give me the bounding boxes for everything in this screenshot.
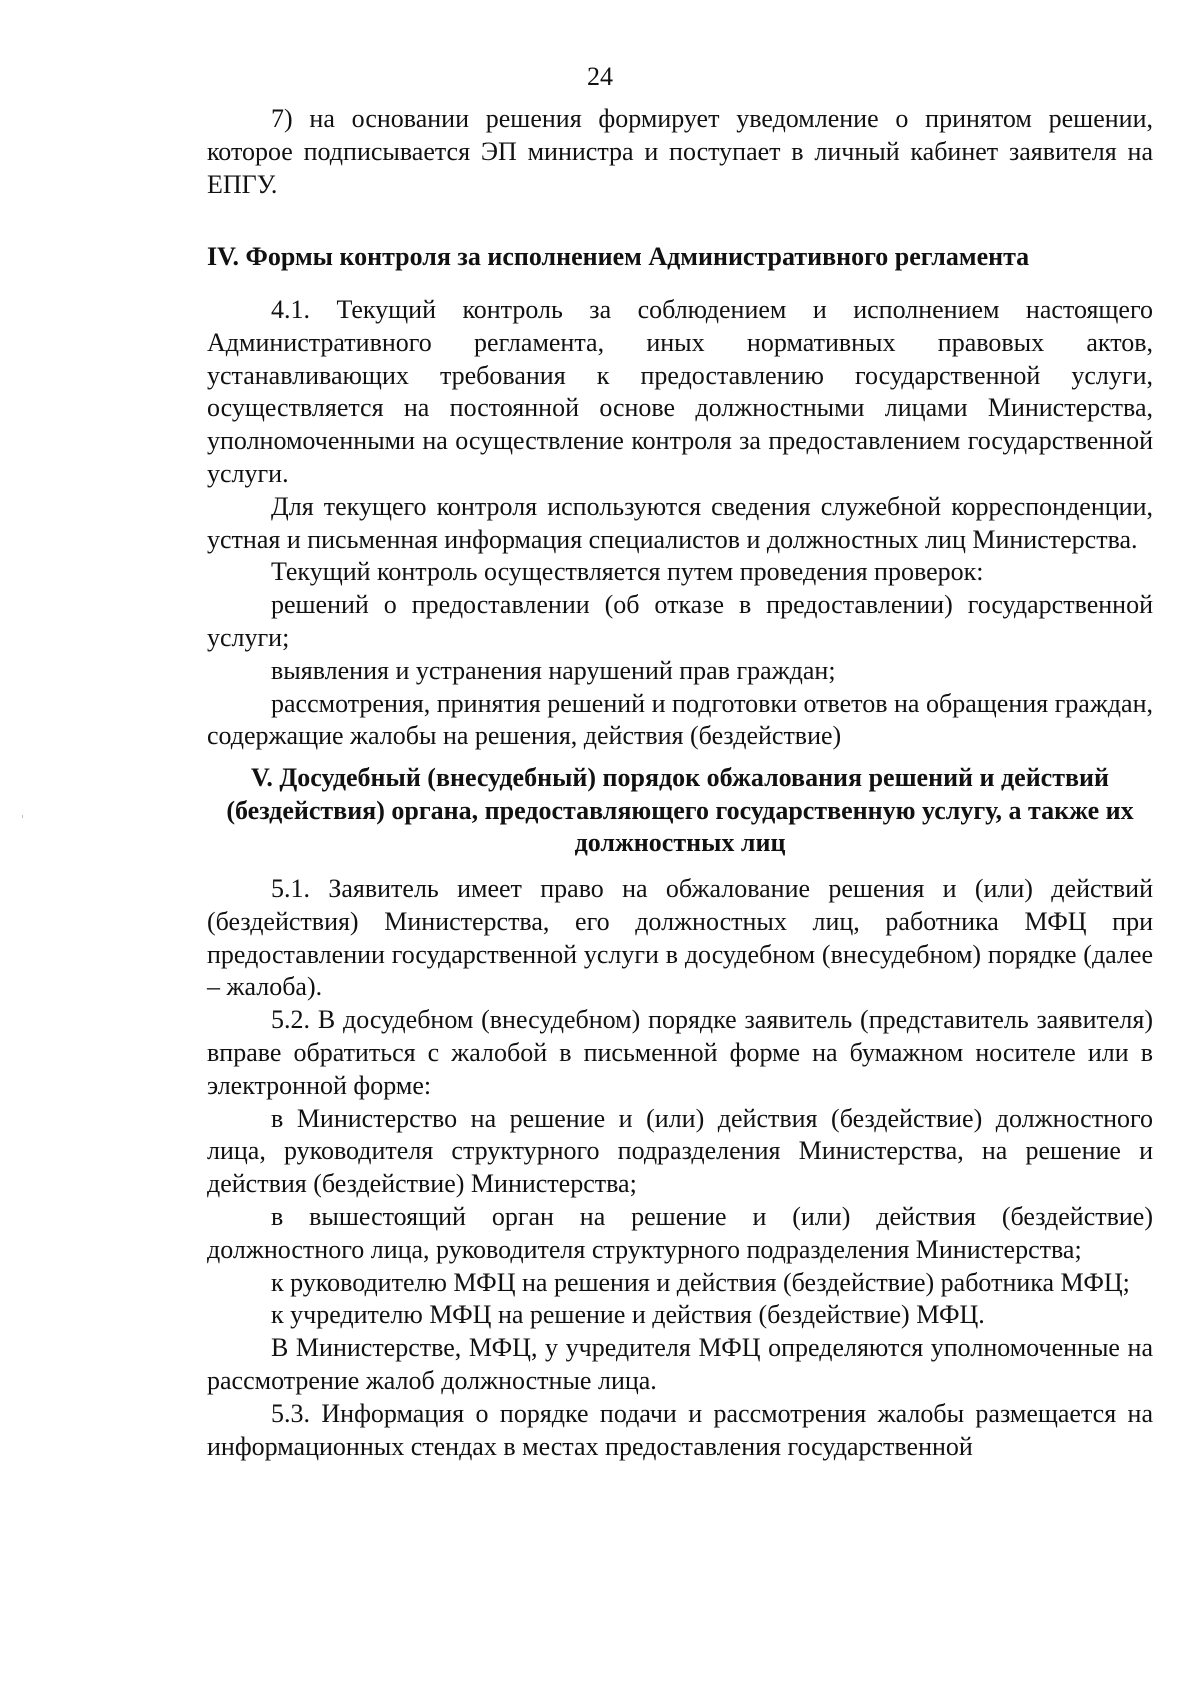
paragraph-higher-body-appeal: в вышестоящий орган на решение и (или) действия (бездействие) должностного лица, руководителя структурного подразделения Министерства;	[207, 1201, 1153, 1264]
paragraph-5-3: 5.3. Информация о порядке подачи и рассмотрения жалобы размещается на информационных стендах в местах предоставления государственной	[207, 1398, 1153, 1461]
paragraph-ministry-appeal: в Министерство на решение и (или) действия (бездействие) должностного лица, руководителя структурного подразделения Министерства, на решение и действия (бездействие) Министерства;	[207, 1103, 1153, 1199]
paragraph-check-appeals: рассмотрения, принятия решений и подготовки ответов на обращения граждан, содержащие жалобы на решения, действия (бездействие)	[207, 688, 1153, 751]
section-v-title: V. Досудебный (внесудебный) порядок обжалования решений и действий (бездействия) органа, предоставляющего государственную услугу, а также их должностных лиц	[226, 763, 1134, 857]
section-iv-heading	[207, 242, 1153, 272]
paragraph-5-2: 5.2. В досудебном (внесудебном) порядке заявитель (представитель заявителя) вправе обратиться с жалобой в письменной форме на бумажном носителе или в электронной форме:	[207, 1005, 1153, 1100]
intro-paragraph: 7) на основании решения формирует уведомление о принятом решении, которое подписывается ЭП министра и поступает в личный кабинет заявителя на ЕПГУ.	[207, 104, 1153, 199]
paragraph-check-violations: выявления и устранения нарушений прав граждан;	[271, 655, 836, 685]
paragraph-control-sources: Для текущего контроля используются сведения служебной корреспонденции, устная и письменная информация специалистов и должностных лиц Министерства.	[207, 491, 1153, 554]
page-number: 24	[587, 62, 613, 91]
intro-block	[207, 103, 1153, 201]
paragraph-checks-intro: Текущий контроль осуществляется путем проведения проверок:	[271, 557, 984, 587]
section-v-body	[207, 873, 1153, 1463]
section-iv-title: IV. Формы контроля за исполнением Административного регламента	[207, 242, 1030, 271]
paragraph-4-1: 4.1. Текущий контроль за соблюдением и исполнением настоящего Административного регламента, иных нормативных правовых актов, устанавливающих требования к предоставлению государственной услуги, осуществляется на постоянной основе должностными лицами Министерства, уполномоченными на осуществление контроля за предоставлением государственной услуги.	[207, 295, 1153, 488]
paragraph-check-decisions: решений о предоставлении (об отказе в предоставлении) государственной услуги;	[207, 590, 1153, 652]
section-v-heading	[207, 762, 1153, 860]
paragraph-5-1: 5.1. Заявитель имеет право на обжалование решения и (или) действий (бездействия) Министерства, его должностных лиц, работника МФЦ при предоставлении государственной услуги в досудебном (внесудебном) порядке (далее – жалоба).	[207, 874, 1153, 1002]
paragraph-mfc-head-appeal: к руководителю МФЦ на решения и действия (бездействие) работника МФЦ;	[271, 1267, 1130, 1297]
paragraph-authorized-officials: В Министерстве, МФЦ, у учредителя МФЦ определяются уполномоченные на рассмотрение жалоб должностные лица.	[207, 1333, 1153, 1395]
section-iv-body	[207, 294, 1153, 753]
paragraph-mfc-founder-appeal: к учредителю МФЦ на решение и действия (бездействие) МФЦ.	[271, 1300, 985, 1330]
scan-artifact	[22, 815, 23, 818]
